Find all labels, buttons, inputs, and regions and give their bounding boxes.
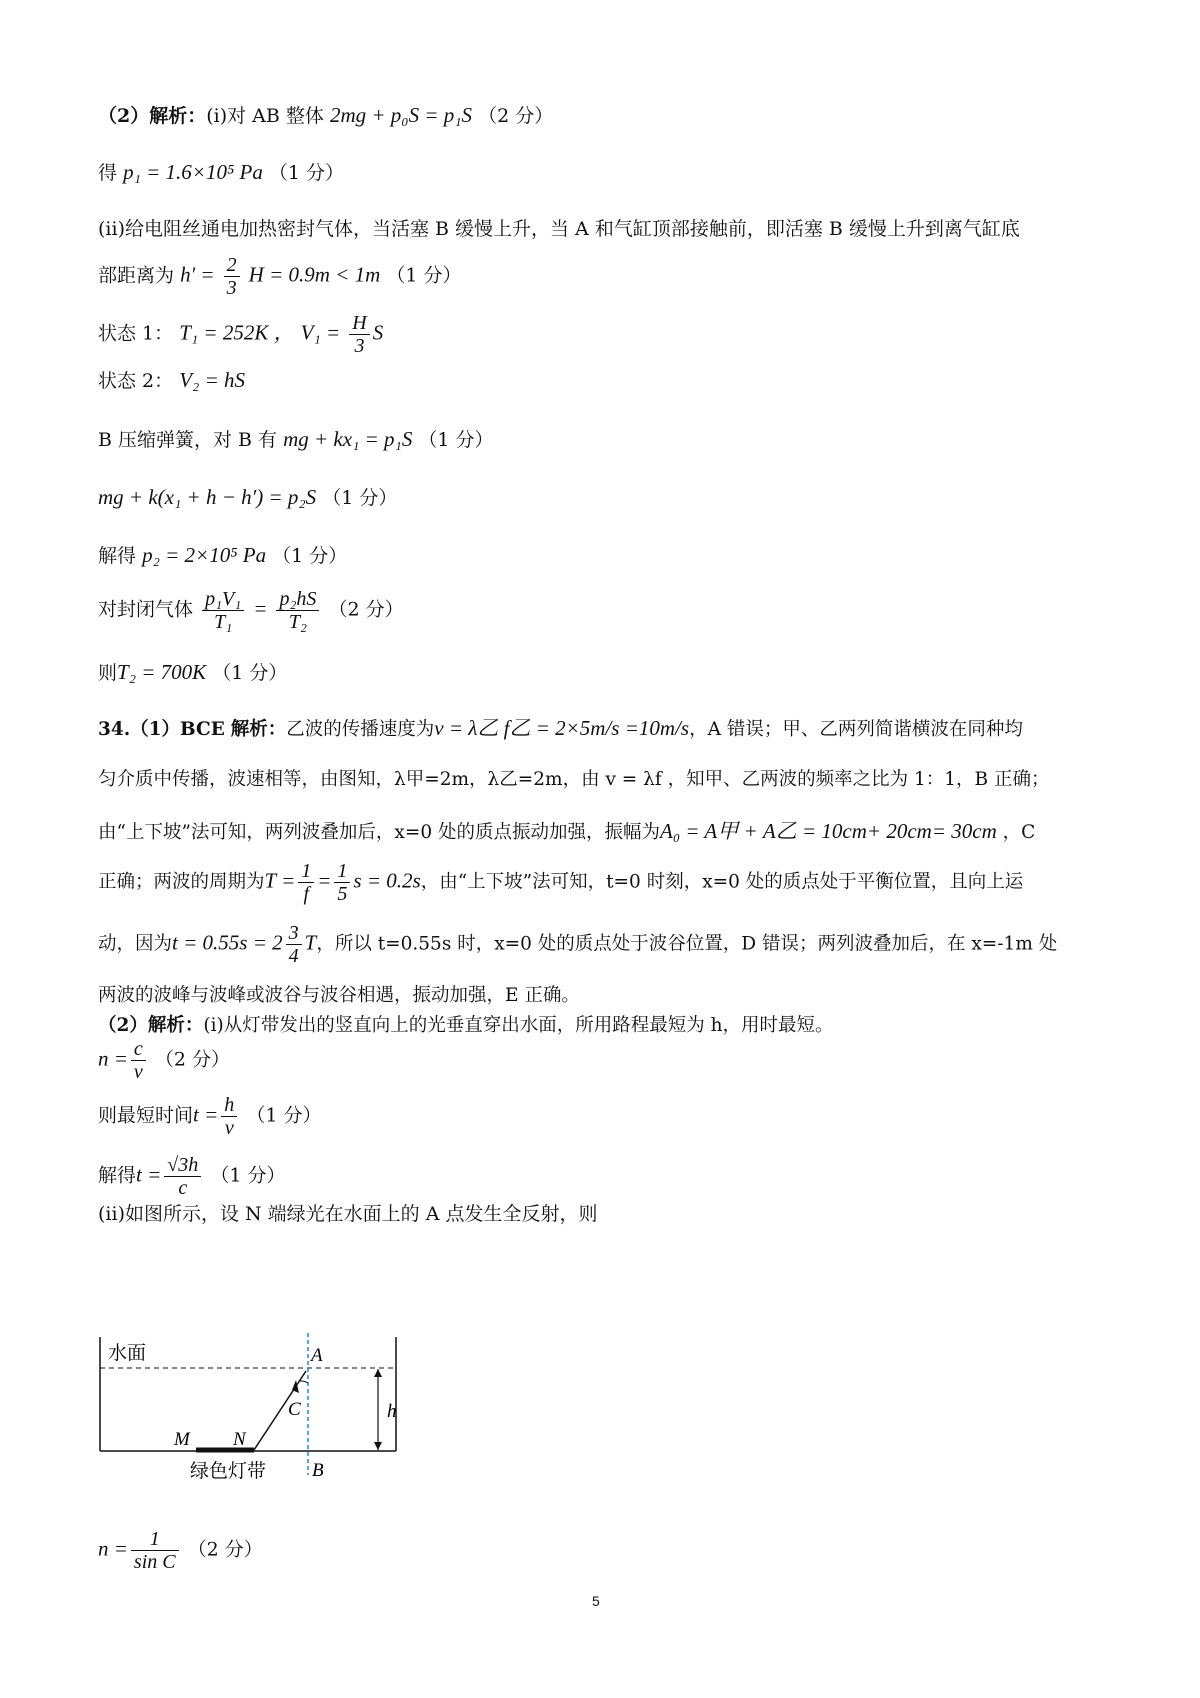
numerator: 2 [224,254,240,277]
line-15 [98,860,1023,905]
text: 对封闭气体 [98,598,194,621]
text: 则 [98,662,118,684]
equation-lhs: n = [98,1536,128,1561]
equation-lhs: h′ = [180,262,215,287]
denominator: v [224,1117,234,1139]
point-m-label: M [174,1429,190,1450]
score: （1 分） [212,662,288,684]
equation: v = λ乙 f乙 = 2×5m/s =10m/s [434,716,690,740]
line-6 [98,368,245,393]
denominator: c [178,1177,188,1199]
denominator: f [303,883,310,905]
text-2: ，由“上下坡”法可知，t=0 时刻，x=0 处的质点处于平衡位置，且向上运 [420,871,1024,893]
score: （2 分） [154,1048,230,1071]
equation-a: T = [264,868,296,893]
text: 两波的波峰与波峰或波谷与波谷相遇，振动加强，E 正确。 [98,985,580,1006]
fraction [221,1094,237,1139]
heading: 34.（1）BCE [98,719,225,740]
fraction-left [202,588,244,633]
page-number: 5 [592,1593,600,1609]
text: 得 [98,162,118,184]
score: （1 分） [272,545,348,567]
fraction [131,1528,179,1573]
fraction [349,312,369,357]
text: (ii)如图所示，设 N 端绿光在水面上的 A 点发生全反射，则 [98,1203,598,1225]
denominator: 4 [288,945,299,967]
line-20 [98,1094,321,1139]
numerator: p₁V₁ [202,588,244,611]
line-1 [98,103,553,128]
score: （1 分） [386,264,462,287]
numerator: h [221,1094,237,1117]
angle-c-label: C [288,1399,301,1420]
text: 部距离为 [98,264,175,287]
angle-arc [300,1381,308,1383]
text-2: ，所以 t=0.55s 时，x=0 处的质点处于波谷位置，D 错误；两列波叠加后，在 x=-1m 处 [316,933,1058,955]
line-11 [98,660,287,685]
arrow-up-icon [374,1369,382,1377]
line-17 [98,984,580,1008]
score: （1 分） [246,1104,322,1127]
text: B 压缩弹簧，对 B 有 [98,429,278,451]
strip-label: 绿色灯带 [190,1460,267,1482]
equation-v1: V₁ = [300,320,341,345]
denominator: v [133,1061,143,1083]
text: 匀介质中传播，波速相等，由图知，λ甲=2m，λ乙=2m，由 v = λf ，知甲、乙两波的频率之比为 1：1，B 正确； [98,769,1050,790]
line-22 [98,1202,597,1226]
equation: p₁ = 1.6×10⁵ Pa [123,160,263,184]
line-18 [98,1014,834,1038]
denominator: 3 [354,335,365,357]
equation-s: S [372,320,384,345]
line-19 [98,1038,230,1083]
equation: V₂ = hS [179,368,245,392]
line-8 [98,485,397,510]
score: （2 分） [478,105,554,127]
denominator: sin C [133,1551,176,1573]
equation-lhs: t = [136,1162,162,1187]
score: （1 分） [322,487,398,509]
numerator: √3h [164,1154,201,1177]
equation: mg + k(x₁ + h − h′) = p₂S [98,485,317,509]
numerator: 3 [286,922,302,945]
numerator: c [131,1038,146,1061]
line-3 [98,217,1020,241]
equation-a: t = 0.55s = 2 [172,930,283,955]
equation-t1: T₁ = 252K ， [179,320,295,345]
fraction [224,254,240,299]
line-12 [98,716,1023,742]
fraction-2 [334,860,350,905]
equation: T₂ = 700K [117,660,207,684]
line-23 [98,1528,263,1573]
equation: p₂ = 2×10⁵ Pa [142,543,267,567]
line-13 [98,768,1050,792]
fraction [286,922,302,967]
denominator: 5 [337,883,348,905]
fraction-1 [298,860,314,905]
equation-rhs: H = 0.9m < 1m [248,262,381,287]
line-21 [98,1154,285,1199]
numerator: 1 [334,860,350,883]
text: 由“上下坡”法可知，两列波叠加后，x=0 处的质点振动加强，振幅为 [98,822,661,843]
water-label: 水面 [108,1342,147,1364]
text: 状态 2： [98,370,174,392]
fraction [131,1038,146,1083]
line-2 [98,160,344,185]
equation-b: T [304,930,317,955]
equation: mg + kx₁ = p₁S [283,427,413,451]
equation: A₀ = A甲 + A乙 = 10cm+ 20cm= 30cm [660,819,997,843]
text: 则最短时间 [98,1104,194,1127]
text: (i)从灯带发出的竖直向上的光垂直穿出水面，所用路程最短为 h，用时最短。 [203,1015,834,1036]
equation-lhs: t = [193,1102,219,1127]
equation: 2mg + p₀S = p₁S [329,103,473,127]
heading-2: 解析： [230,719,287,740]
heading: （2）解析： [98,1015,204,1036]
score: （1 分） [418,429,494,451]
text: 动，因为 [98,933,173,955]
fraction-right [276,588,319,633]
point-n-label: N [233,1429,246,1450]
score: （1 分） [268,162,345,184]
text: (ii)给电阻丝通电加热密封气体，当活塞 B 缓慢上升，当 A 和气缸顶部接触前，即活塞 B 缓慢上升到离气缸底 [98,218,1020,240]
equals: = [253,596,268,621]
point-b-label: B [312,1460,324,1481]
text: 状态 1： [98,322,174,345]
equation-lhs: n = [98,1046,128,1071]
denominator: 3 [226,277,237,299]
text-2: ，C [1002,822,1036,843]
text: 解得 [98,1164,137,1187]
numerator: 1 [131,1528,179,1551]
score: （2 分） [187,1538,263,1561]
text-2: ，A 错误；甲、乙两列简谐横波在同种均 [689,719,1023,740]
numerator: p₂hS [276,588,319,611]
point-a-label: A [311,1345,323,1366]
line-9 [98,543,347,568]
height-label: h [387,1401,397,1422]
line-4 [98,254,461,299]
numerator: 1 [298,860,314,883]
line-10 [98,588,404,633]
optics-diagram [96,1333,436,1513]
fraction [164,1154,201,1199]
line-7 [98,427,494,452]
heading: （2）解析： [98,105,207,127]
equation-b: = [317,868,332,893]
line-5 [98,312,383,357]
denominator: T₂ [288,611,307,633]
text: (i)对 AB 整体 [206,105,324,127]
numerator: H [349,312,369,335]
denominator: T₁ [214,611,233,633]
line-16 [98,922,1057,967]
text: 正确；两波的周期为 [98,871,265,893]
score: （1 分） [210,1164,286,1187]
score: （2 分） [328,598,404,621]
text: 解得 [98,545,137,567]
equation-c: s = 0.2s [353,868,421,893]
text: 乙波的传播速度为 [286,719,435,740]
arrow-down-icon [374,1442,382,1450]
line-14 [98,819,1035,845]
